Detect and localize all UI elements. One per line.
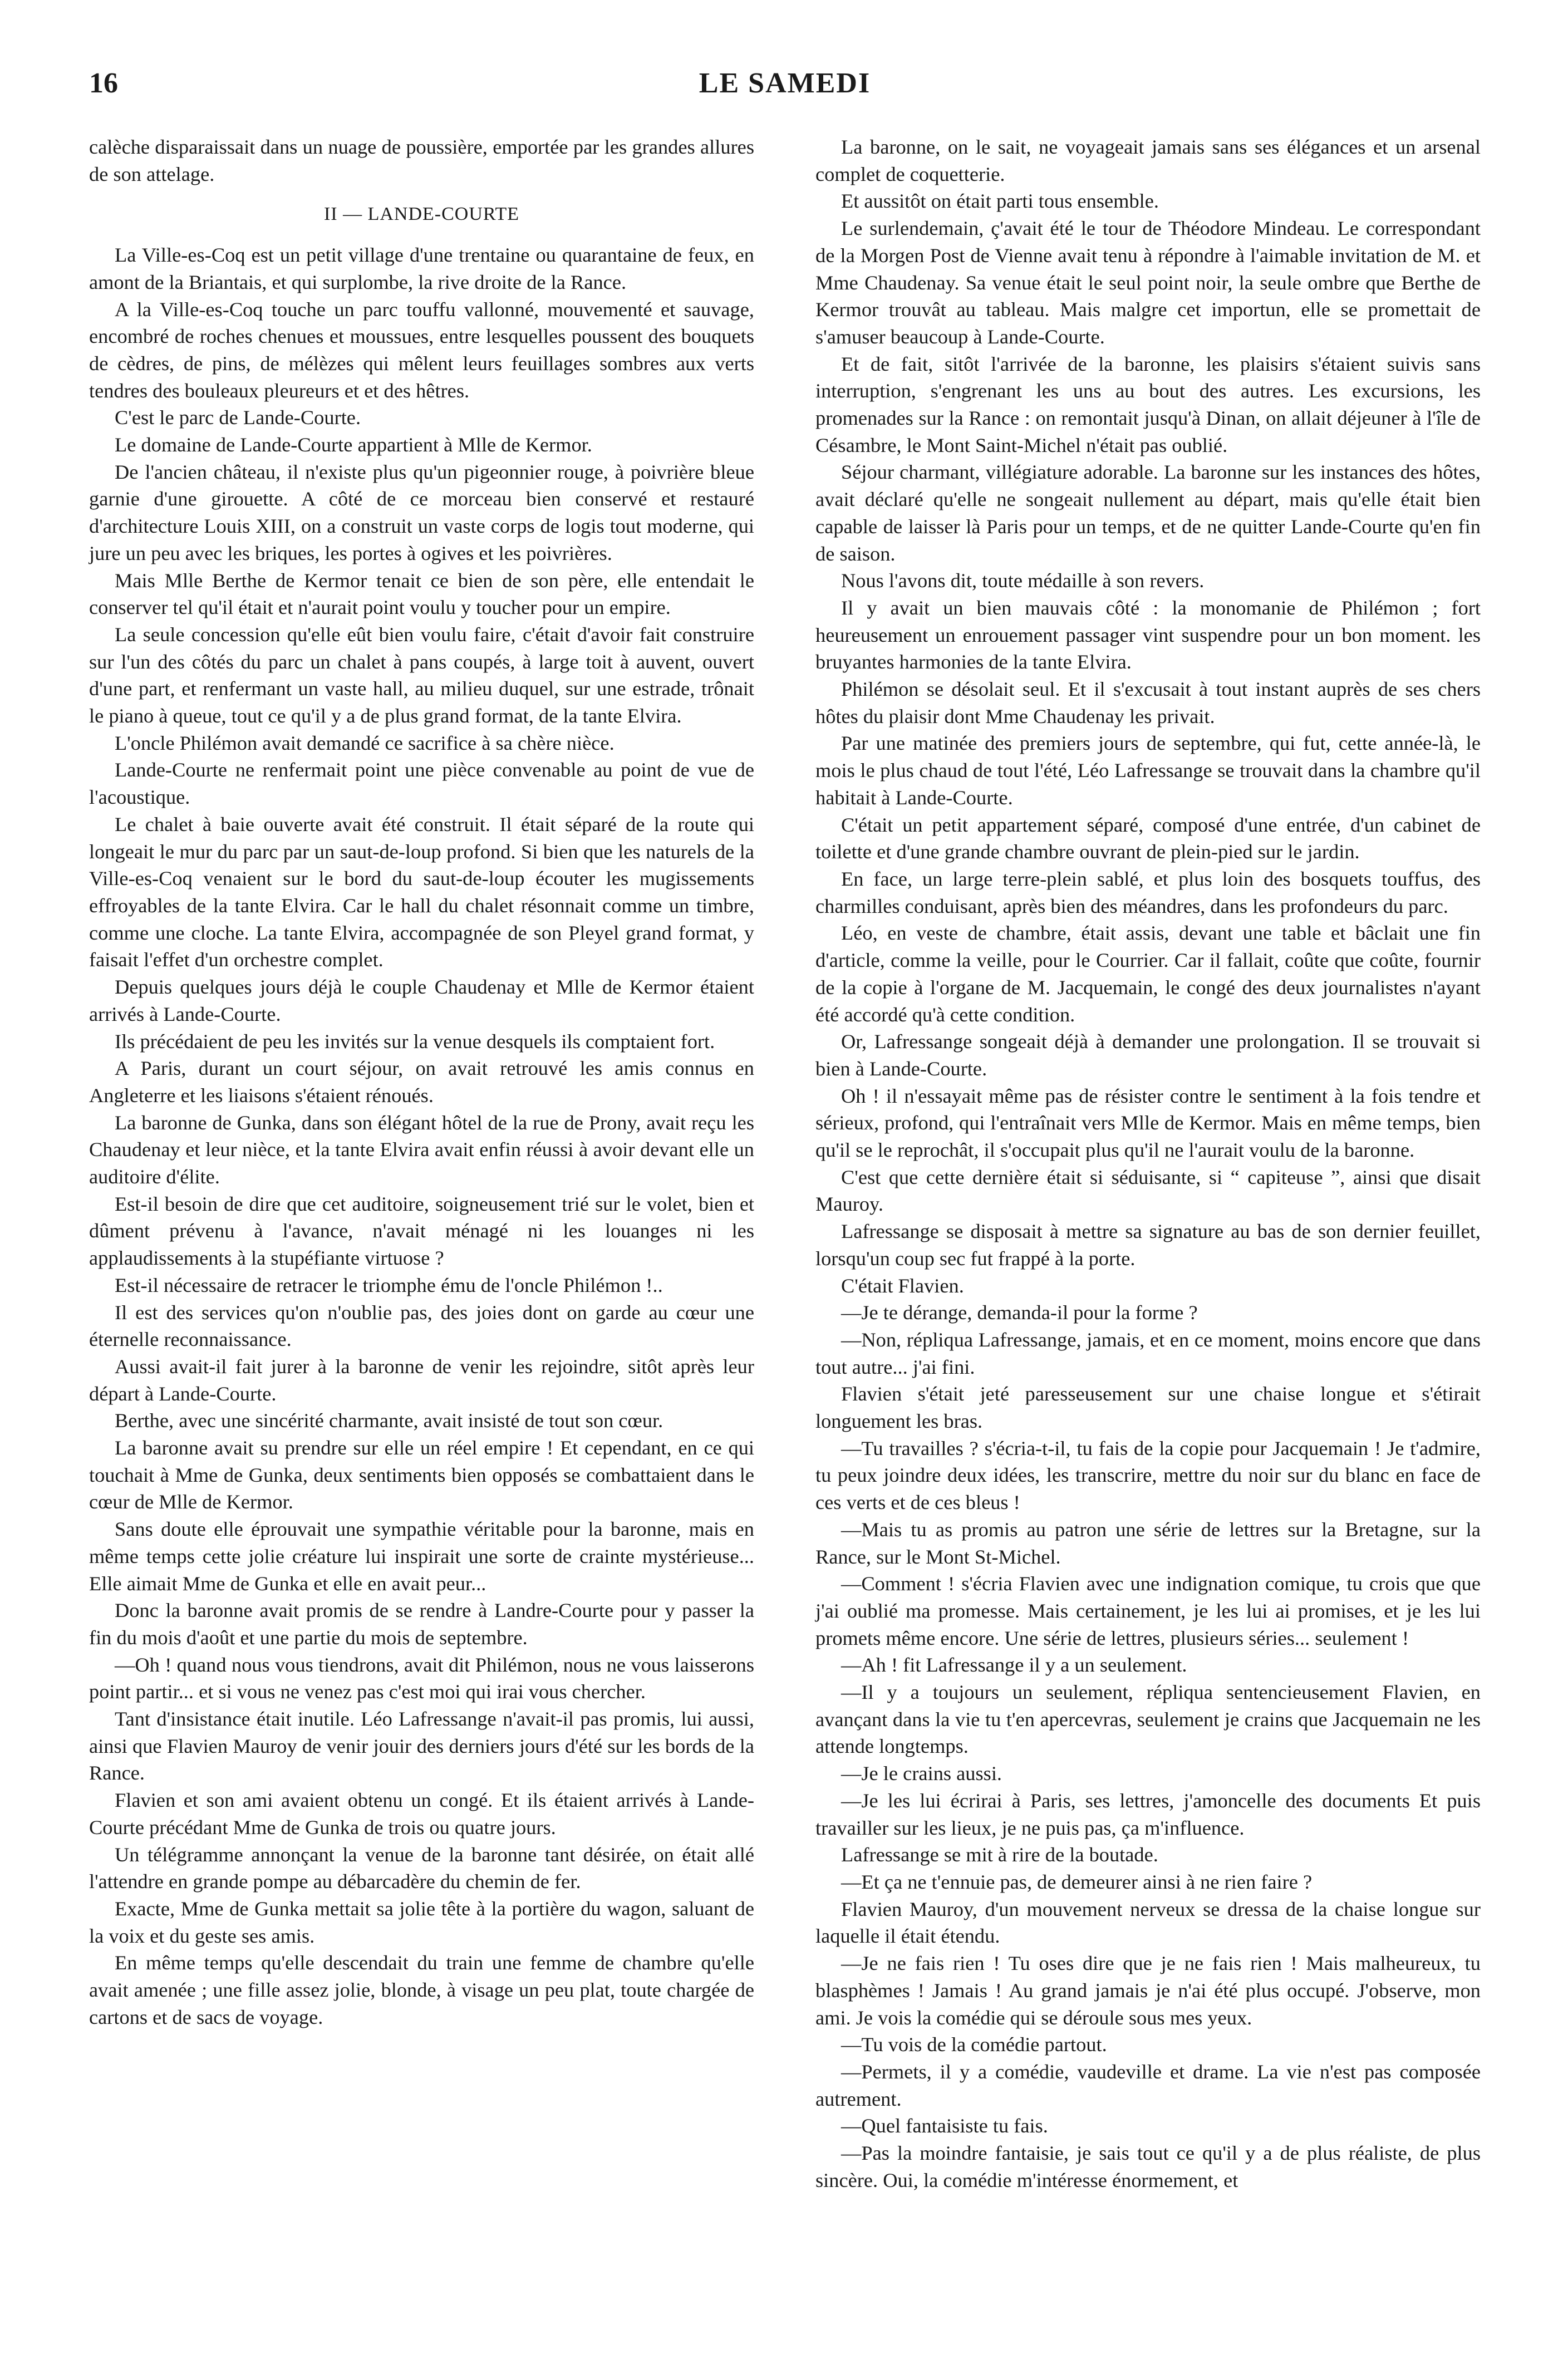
paragraph: Le domaine de Lande-Courte appartient à Mlle de Kermor. (115, 434, 592, 456)
paragraph: Lafressange se mit à rire de la boutade. (841, 1844, 1158, 1866)
paragraph: En face, un large terre-plein sablé, et plus loin des bosquets touffus, des charmilles conduisant, après bien des méandres, dans les profondeurs du parc. (815, 867, 1481, 917)
paragraph: La Ville-es-Coq est un petit village d'une trentaine ou quarantaine de feux, en amont de la Briantais, et qui surplombe, la rive droite de la Rance. (89, 244, 754, 293)
paragraph: —Pas la moindre fantaisie, je sais tout ce qu'il y a de plus réaliste, de plus sincère. Oui, la comédie m'intéresse énormement, et (815, 2142, 1481, 2191)
paragraph: Séjour charmant, villégiature adorable. La baronne sur les instances des hôtes, avait déclaré qu'elle ne songeait nullement au départ, mais qu'elle était bien capable de laisser là Paris pour un temps, et de ne quitter Lande-Courte qu'en fin de saison. (815, 461, 1481, 565)
paragraph: Par une matinée des premiers jours de septembre, qui fut, cette année-là, le mois le plus chaud de tout l'été, Léo Lafressange se trouvait dans la chambre qu'il habitait à Lande-Courte. (815, 732, 1481, 809)
right-column (815, 134, 1481, 2194)
paragraph: —Mais tu as promis au patron une série de lettres sur la Bretagne, sur la Rance, sur le Mont St-Michel. (815, 1518, 1481, 1568)
paragraph: —Comment ! s'écria Flavien avec une indignation comique, tu crois que que j'ai oublié ma promesse. Mais certainement, je les lui ai promises, et je les lui promets même encore. Une série de lettres, plusieurs séries... seulement ! (815, 1572, 1481, 1649)
paragraph: —Quel fantaisiste tu fais. (841, 2115, 1048, 2137)
paragraph: Un télégramme annonçant la venue de la baronne tant désirée, on était allé l'attendre en grande pompe au débarcadère du chemin de fer. (89, 1843, 754, 1893)
paragraph: Mais Mlle Berthe de Kermor tenait ce bien de son père, elle entendait le conserver tel qu'il était et n'aurait point voulu y toucher pour un empire. (89, 569, 754, 619)
paragraph: —Je te dérange, demanda-il pour la forme ? (841, 1301, 1198, 1324)
paragraph: Philémon se désolait seul. Et il s'excusait à tout instant auprès de ses chers hôtes du plaisir dont Mme Chaudenay les privait. (815, 678, 1481, 728)
paragraph: Aussi avait-il fait jurer à la baronne de venir les rejoindre, sitôt après leur départ à Lande-Courte. (89, 1355, 754, 1405)
paragraph: —Oh ! quand nous vous tiendrons, avait dit Philémon, nous ne vous laisserons point partir... et si vous ne venez pas c'est moi qui irai vous chercher. (89, 1653, 754, 1703)
paragraph: Flavien s'était jeté paresseusement sur une chaise longue et s'étirait longuement les bras. (815, 1383, 1481, 1433)
paragraph: Flavien Mauroy, d'un mouvement nerveux se dressa de la chaise longue sur laquelle il était étendu. (815, 1898, 1481, 1948)
paragraph: Lafressange se disposait à mettre sa signature au bas de son dernier feuillet, lorsqu'un coup sec fut frappé à la porte. (815, 1220, 1481, 1270)
paragraph: —Tu vois de la comédie partout. (841, 2033, 1107, 2056)
section-heading: II — LANDE-COURTE (323, 204, 520, 225)
paragraph: Il est des services qu'on n'oublie pas, des joies dont on garde au cœur une éternelle reconnaissance. (89, 1301, 754, 1351)
paragraph: Exacte, Mme de Gunka mettait sa jolie tête à la portière du wagon, saluant de la voix et du geste ses amis. (89, 1898, 754, 1947)
journal-title: LE SAMEDI (699, 67, 871, 99)
paragraph: Sans doute elle éprouvait une sympathie véritable pour la baronne, mais en même temps cette jolie créature lui inspirait une sorte de crainte mystérieuse... Elle aimait Mme de Gunka et elle en avait peur... (89, 1518, 754, 1595)
paragraph: Est-il besoin de dire que cet auditoire, soigneusement trié sur le volet, bien et dûment prévenu à l'avance, n'avait ménagé ni les louanges ni les applaudissements à la stupéfiante virtuose ? (89, 1192, 754, 1270)
paragraph: —Permets, il y a comédie, vaudeville et drame. La vie n'est pas composée autrement. (815, 2060, 1481, 2110)
paragraph: Nous l'avons dit, toute médaille à son revers. (841, 569, 1205, 592)
left-column (89, 134, 754, 2031)
paragraph: Lande-Courte ne renfermait point une pièce convenable au point de vue de l'acoustique. (89, 759, 754, 809)
paragraph: C'est le parc de Lande-Courte. (115, 406, 361, 429)
paragraph: C'était Flavien. (841, 1274, 964, 1297)
paragraph: En même temps qu'elle descendait du train une femme de chambre qu'elle avait amenée ; une fille assez jolie, blonde, à visage un peu plat, toute chargée de cartons et de sacs de voyage. (89, 1952, 754, 2028)
paragraph: —Je les lui écrirai à Paris, ses lettres, j'amoncelle des documents Et puis travailler sur les lieux, je ne puis pas, ça m'influence. (815, 1789, 1481, 1839)
paragraph: Ils précédaient de peu les invités sur la venue desquels ils comptaient fort. (115, 1030, 715, 1053)
paragraph: —Tu travailles ? s'écria-t-il, tu fais de la copie pour Jacquemain ! Je t'admire, tu peux joindre deux idées, les transcrire, mettre du noir sur du blanc en face de ces verts et de ces bleus ! (815, 1437, 1481, 1514)
paragraph: Tant d'insistance était inutile. Léo Lafressange n'avait-il pas promis, lui aussi, ainsi que Flavien Mauroy de venir jouir des derniers jours d'été sur les bords de la Rance. (89, 1708, 754, 1785)
paragraph: Léo, en veste de chambre, était assis, devant une table et bâclait une fin d'article, comme la veille, pour le Courrier. Car il fallait, coûte que coûte, fournir de la copie à l'organe de M. Jacquemain, le congé des deux journalistes n'ayant été accordé qu'à cette condition. (815, 922, 1481, 1026)
page-header (89, 67, 1481, 111)
paragraph: Berthe, avec une sincérité charmante, avait insisté de tout son cœur. (115, 1409, 663, 1432)
paragraph: —Je ne fais rien ! Tu oses dire que je ne fais rien ! Mais malheureux, tu blasphèmes ! Jamais ! Au grand jamais je n'ai été plus occupé. J'observe, mon ami. Je vois la comédie qui se déroule sous mes yeux. (815, 1952, 1481, 2029)
paragraph: Et aussitôt on était parti tous ensemble. (841, 190, 1159, 213)
paragraph: Oh ! il n'essayait même pas de résister contre le sentiment à la fois tendre et sérieux, profond, qui l'entraînait vers Mlle de Kermor. Mais en même temps, bien qu'il se le reprochât, il s'occupait plus qu'il ne l'aurait voulu de la baronne. (815, 1084, 1481, 1162)
paragraph: Il y avait un bien mauvais côté : la monomanie de Philémon ; fort heureusement un enrouement passager vint suspendre pour un bon moment. les bruyantes harmonies de la tante Elvira. (815, 596, 1481, 674)
paragraph: Donc la baronne avait promis de se rendre à Landre-Courte pour y passer la fin du mois d'août et une partie du mois de septembre. (89, 1599, 754, 1649)
paragraph: Flavien et son ami avaient obtenu un congé. Et ils étaient arrivés à Lande-Courte précédant Mme de Gunka de trois ou quatre jours. (89, 1789, 754, 1839)
paragraph: La baronne de Gunka, dans son élégant hôtel de la rue de Prony, avait reçu les Chaudenay et leur nièce, et la tante Elvira avait enfin réussi à avoir devant elle un auditoire d'élite. (89, 1111, 754, 1188)
page-number: 16 (89, 67, 118, 99)
paragraph: La baronne avait su prendre sur elle un réel empire ! Et cependant, en ce qui touchait à Mme de Gunka, deux sentiments bien opposés se combattaient dans le cœur de Mlle de Kermor. (89, 1437, 754, 1513)
paragraph: —Et ça ne t'ennuie pas, de demeurer ainsi à ne rien faire ? (841, 1871, 1313, 1893)
paragraph: Le surlendemain, ç'avait été le tour de Théodore Mindeau. Le correspondant de la Morgen Post de Vienne avait tenu à répondre à l'aimable invitation de M. et Mme Chaudenay. Sa venue était le seul point noir, la seule ombre que Berthe de Kermor trouvât au tableau. Mais malgre cet importun, elle se promettait de s'amuser beaucoup à Lande-Courte. (815, 217, 1481, 348)
paragraph: C'est que cette dernière était si séduisante, si “ capiteuse ”, ainsi que disait Mauroy. (815, 1166, 1481, 1216)
paragraph: —Je le crains aussi. (841, 1762, 1002, 1785)
paragraph: C'était un petit appartement séparé, composé d'une entrée, d'un cabinet de toilette et d'une grande chambre ouvrant de plein-pied sur le jardin. (815, 813, 1481, 863)
paragraph: La baronne, on le sait, ne voyageait jamais sans ses élégances et un arsenal complet de coquetterie. (815, 136, 1481, 185)
paragraph: Et de fait, sitôt l'arrivée de la baronne, les plaisirs s'étaient suivis sans interruption, s'engrenant les uns au bout des autres. Les excursions, les promenades sur la Rance : on remontait jusqu'à Dinan, on allait déjeuner à l'île de Césambre, le Mont Saint-Michel n'était pas oublié. (815, 352, 1481, 456)
paragraph: A la Ville-es-Coq touche un parc touffu vallonné, mouvementé et sauvage, encombré de roches chenues et moussues, entre lesquelles poussent des bouquets de cèdres, de pins, de mélèzes qui mêlent leurs feuillages sombres aux verts tendres des bouleaux pleureurs et et des hêtres. (89, 298, 754, 402)
paragraph: calèche disparaissait dans un nuage de poussière, emportée par les grandes allures de son attelage. (89, 136, 754, 185)
paragraph: L'oncle Philémon avait demandé ce sacrifice à sa chère nièce. (115, 731, 615, 754)
paragraph: —Il y a toujours un seulement, répliqua sentencieusement Flavien, en avançant dans la vie tu t'en apercevras, seulement je crains que Jacquemain ne les attende longtemps. (815, 1681, 1481, 1758)
paragraph: La seule concession qu'elle eût bien voulu faire, c'était d'avoir fait construire sur l'un des côtés du parc un chalet à pans coupés, à large toit à auvent, ouvert d'une part, et renfermant un vaste hall, au milieu duquel, sur une estrade, trônait le piano à queue, tout ce qu'il y a de plus grand format, de la tante Elvira. (89, 623, 754, 728)
paragraph: Or, Lafressange songeait déjà à demander une prolongation. Il se trouvait si bien à Lande-Courte. (815, 1030, 1481, 1080)
paragraph: De l'ancien château, il n'existe plus qu'un pigeonnier rouge, à poivrière bleue garnie d'une girouette. A côté de ce morceau bien conservé et restauré d'architecture Louis XIII, on a construit un vaste corps de logis tout moderne, qui jure un peu avec les briques, les portes à ogives et les poivrières. (89, 460, 754, 564)
paragraph: —Non, répliqua Lafressange, jamais, et en ce moment, moins encore que dans tout autre... j'ai fini. (815, 1328, 1481, 1378)
paragraph: Le chalet à baie ouverte avait été construit. Il était séparé de la route qui longeait le mur du parc par un saut-de-loup profond. Si bien que les naturels de la Ville-es-Coq venaient sur le bord du saut-de-loup écouter les mugissements effroyables de la tante Elvira. Car le hall du chalet résonnait comme un timbre, comme une cloche. La tante Elvira, accompagnée de son Pleyel grand format, y faisait l'effet d'un orchestre complet. (89, 813, 754, 971)
paragraph: —Ah ! fit Lafressange il y a un seulement. (841, 1654, 1187, 1677)
paragraph: Est-il nécessaire de retracer le triomphe ému de l'oncle Philémon !.. (115, 1274, 663, 1296)
paragraph: Depuis quelques jours déjà le couple Chaudenay et Mlle de Kermor étaient arrivés à Lande-Courte. (89, 976, 754, 1025)
paragraph: A Paris, durant un court séjour, on avait retrouvé les amis connus en Angleterre et les liaisons s'étaient rénoués. (89, 1057, 754, 1107)
